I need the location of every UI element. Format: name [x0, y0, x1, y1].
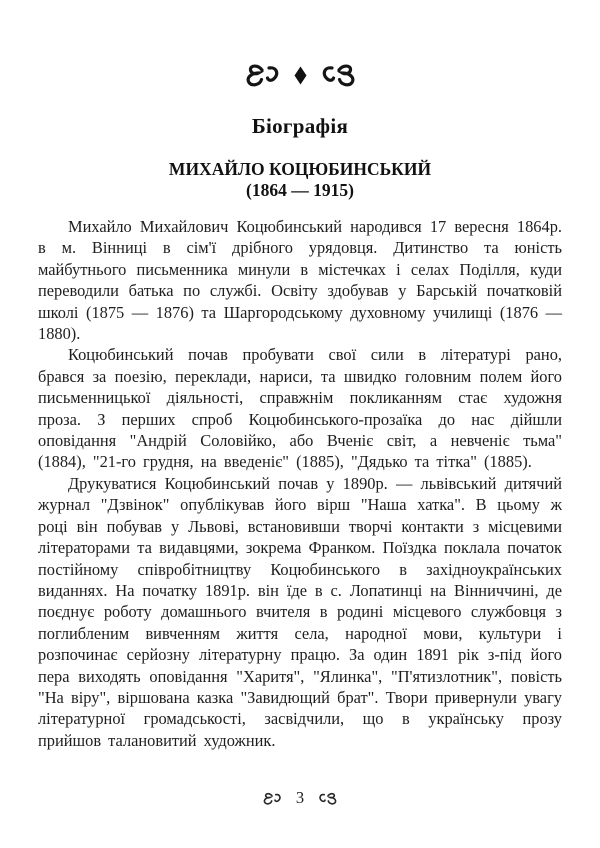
biography-text: [38, 216, 562, 751]
footer-curl-left-icon: [262, 792, 283, 805]
page-number: 3: [295, 788, 305, 807]
footer-curl-right-icon: [317, 792, 338, 805]
page-footer: [0, 788, 600, 808]
header-ornament: [0, 62, 600, 88]
author-years: (1864 — 1915): [246, 180, 354, 200]
floral-curl-right-icon: [319, 63, 357, 87]
paragraph-1: Михайло Михайлович Коцюбинський народився 17 вересня 1864р. в м. Вінниці в сім'ї дрібного урядовця. Дитинство та юність майбутнього письменника минули в містечках і селах Поділля, куди переводили батька по службі. Освіту здобував у Барській початковій школі (1875 — 1876) та Шаргородському духовному училищі (1876 — 1880).: [38, 217, 562, 344]
floral-curl-left-icon: [244, 63, 282, 87]
diamond-icon: [294, 66, 307, 85]
author-name: МИХАЙЛО КОЦЮБИНСЬКИЙ: [168, 159, 432, 179]
page-title: Біографія: [251, 114, 349, 138]
paragraph-3: Друкуватися Коцюбинський почав у 1890р. — львівський дитячий журнал "Дзвінок" опублікував його вірш "Наша хатка". В цьому ж році він побував у Львові, встановивши творчі контакти з місцевими літераторами та видавцями, зокрема Франком. Поїздка поклала початок постійному співробітництву Коцюбинського в західноукраїнських виданнях. На початку 1891р. він їде в с. Лопатинці на Вінниччині, де поєднує роботу домашнього вчителя в родині місцевого службовця з поглибленим вивченням життя села, народної мови, культури і розпочинає серйозну літературну працю. За один 1891 рік з-під його пера виходять оповідання "Харитя", "Ялинка", "П'ятизлотник", повість "На віру", віршована казка "Завидющий брат". Твори привернули увагу літературної громадськості, засвідчили, що в українську прозу прийшов талановитий художник.: [38, 473, 562, 750]
paragraph-2: Коцюбинський почав пробувати свої сили в літературі рано, брався за поезію, переклади, нариси, та швидко головним полем його письменницької діяльності, справжнім покликанням стає художня проза. З перших спроб Коцюбинського-прозаїка до нас дійшли оповідання "Андрій Соловійко, або Вченіє світ, а невченіє тьма" (1884), "21-го грудня, на введеніє" (1885), "Дядько та тітка" (1885).: [38, 345, 562, 472]
chapter-heading: [0, 159, 600, 201]
